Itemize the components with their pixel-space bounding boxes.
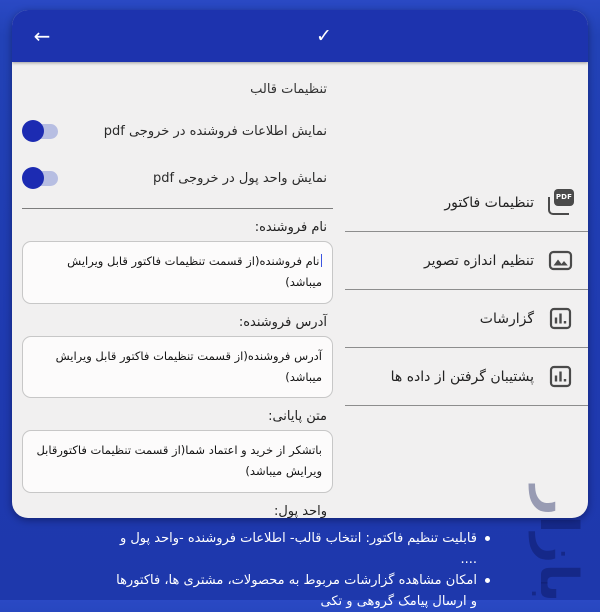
store-description [0,524,600,612]
currency-unit-label: واحد پول: [273,503,327,518]
menu-item-image-size[interactable] [345,232,588,290]
footer-text-label: متن پایانی: [268,409,327,425]
app-bar [12,10,588,62]
seller-name-value: نام فروشنده(از قسمت تنظیمات فاکتور قابل ویرایش میباشد) [67,254,322,290]
feature-item [108,528,490,570]
toggle-row-seller-info [16,118,335,144]
bar-chart-icon [547,305,574,332]
confirm-button[interactable]: ✓ [316,25,332,47]
seller-address-input[interactable] [22,336,333,399]
form-heading: تنظیمات قالب [250,82,327,97]
seller-name-input[interactable] [22,241,333,304]
menu-item-backup[interactable] [345,348,588,406]
currency-toggle[interactable] [24,171,58,186]
menu-item-label: پشتیبان گرفتن از داده ها [390,368,534,385]
bullet-dot [485,536,490,541]
menu-item-label: گزارشات [479,310,534,327]
seller-name-label: نام فروشنده: [254,220,327,235]
bazaar-watermark: بازار [528,485,588,603]
back-button[interactable]: ← [33,24,51,48]
bullet-dot [485,578,490,583]
pdf-icon-badge: PDF [554,189,574,206]
template-settings-form [12,62,345,518]
feature-list [108,528,490,612]
footer-text-input[interactable] [22,430,333,493]
settings-menu [345,62,588,518]
pdf-icon [547,189,574,216]
seller-info-toggle[interactable] [24,124,58,139]
toggle-label: نمایش واحد پول در خروجی pdf [153,170,327,186]
toggle-thumb [22,120,44,142]
menu-item-reports[interactable] [345,290,588,348]
seller-address-label: آدرس فروشنده: [238,314,327,330]
feature-item [108,570,490,612]
app-window [12,10,588,518]
menu-item-label: تنظیم اندازه تصویر [423,252,534,269]
seller-address-value: آدرس فروشنده(از قسمت تنظیمات فاکتور قابل ویرایش میباشد) [55,348,322,384]
footer-text-value: باتشکر از خرید و اعتماد شما(از قسمت تنظیمات فاکتورقابل ویرایش میباشد) [36,443,322,479]
menu-item-label: تنظیمات فاکتور [444,194,534,211]
form-divider [22,208,333,209]
toggle-thumb [22,167,44,189]
toggle-row-currency [16,165,335,191]
bar-chart-icon [547,363,574,390]
menu-item-invoice-settings[interactable] [345,174,588,232]
image-icon [547,247,574,274]
feature-text: قابلیت تنظیم فاکتور: انتخاب قالب- اطلاعات فروشنده -واحد پول و .... [119,531,477,567]
feature-text: امکان مشاهده گزارشات مربوط به محصولات، مشتری ها، فاکتورها و ارسال پیامک گروهی و تکی [116,573,477,609]
content-area [12,62,588,518]
toggle-label: نمایش اطلاعات فروشنده در خروجی pdf [103,123,327,139]
text-cursor [321,254,323,267]
